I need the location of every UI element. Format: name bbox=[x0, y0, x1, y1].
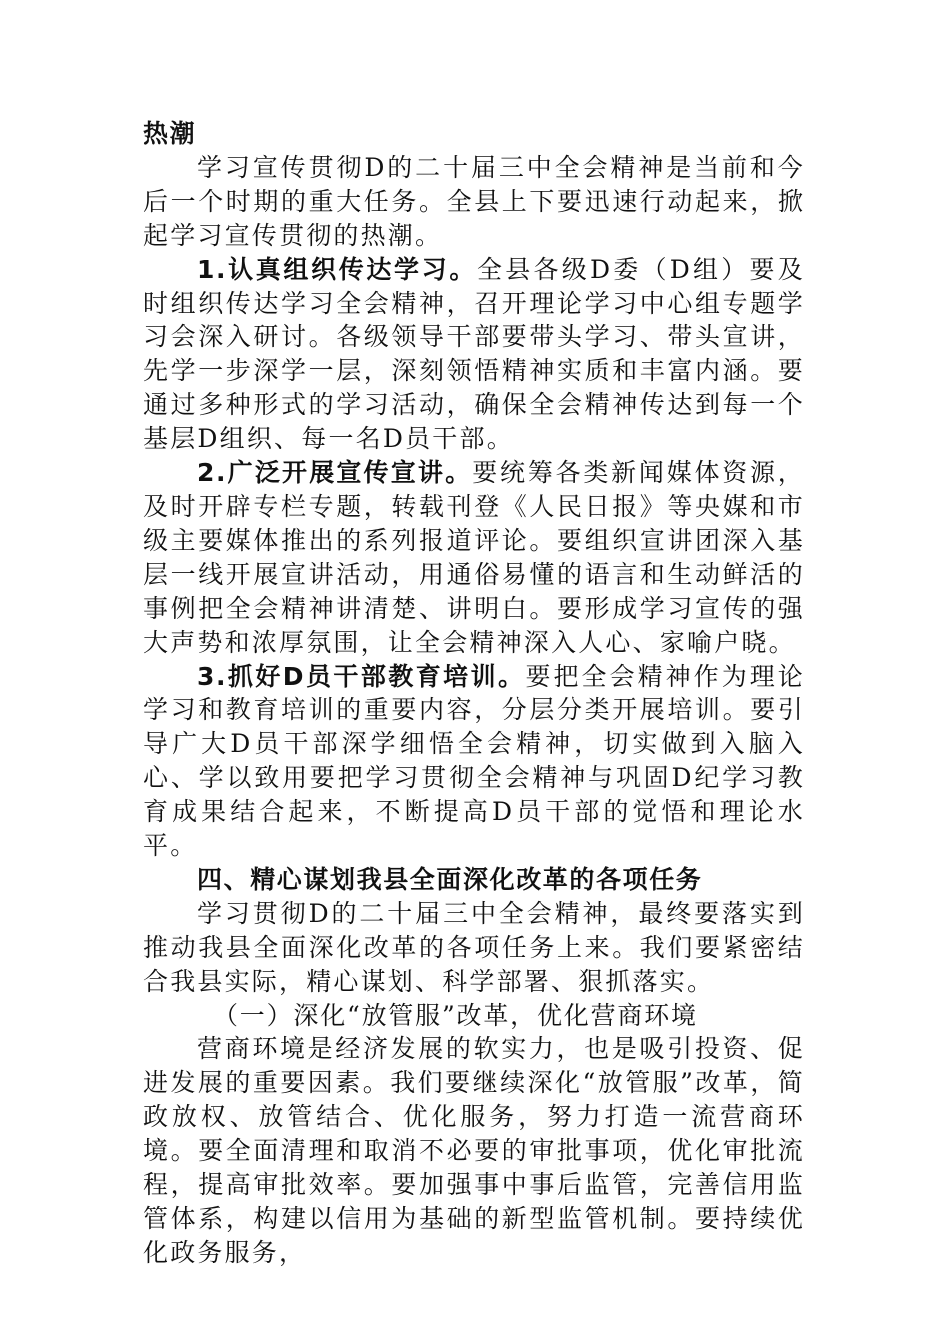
item2-lead: 2.广泛开展宣传宣讲。 bbox=[197, 458, 473, 488]
item1-body: 全县各级D委（D组）要及时组织传达学习全会精神，召开理论学习中心组专题学习会深入研讨。各级领导干部要带头学习、带头宣讲，先学一步深学一层，深刻领悟精神实质和丰富内涵。要通过多种形式的学习活动，确保全会精神传达到每一个基层D组织、每一名D员干部。 bbox=[143, 254, 805, 454]
item2-paragraph bbox=[143, 456, 805, 659]
item2-body: 要统筹各类新闻媒体资源，及时开辟专栏专题，转载刊登《人民日报》等央媒和市级主要媒体推出的系列报道评论。要组织宣讲团深入基层一线开展宣讲活动，用通俗易懂的语言和生动鲜活的事例把全会精神讲清楚、讲明白。要形成学习宣传的强大声势和浓厚氛围，让全会精神深入人心、家喻户晓。 bbox=[143, 458, 806, 657]
subsection1-heading: （一）深化“放管服”改革，优化营商环境 bbox=[213, 1000, 698, 1030]
subsection1-paragraph: 营商环境是经济发展的软实力，也是吸引投资、促进发展的重要因素。我们要继续深化“放管服”改革，简政放权、放管结合、优化服务，努力打造一流营商环境。要全面清理和取消不必要的审批事项，优化审批流程，提高审批效率。要加强事中事后监管，完善信用监管体系，构建以信用为基础的新型监管机制。要持续优化政务服务， bbox=[143, 1034, 805, 1267]
section4-intro-paragraph: 学习贯彻D的二十届三中全会精神，最终要落实到推动我县全面深化改革的各项任务上来。我们要紧密结合我县实际，精心谋划、科学部署、狠抓落实。 bbox=[143, 898, 805, 996]
section4-heading: 四、精心谋划我县全面深化改革的各项任务 bbox=[197, 864, 703, 894]
item1-paragraph bbox=[143, 253, 805, 456]
item1-lead: 1.认真组织传达学习。 bbox=[197, 254, 477, 284]
continued-heading-tail: 热潮 bbox=[143, 119, 197, 148]
item3-paragraph bbox=[143, 660, 805, 863]
item3-lead: 3.抓好D员干部教育培训。 bbox=[197, 661, 526, 691]
section3-intro-paragraph: 学习宣传贯彻D的二十届三中全会精神是当前和今后一个时期的重大任务。全县上下要迅速行动起来，掀起学习宣传贯彻的热潮。 bbox=[143, 152, 805, 250]
item3-body: 要把全会精神作为理论学习和教育培训的重要内容，分层分类开展培训。要引导广大D员干部深学细悟全会精神，切实做到入脑入心、学以致用要把学习贯彻全会精神与巩固D纪学习教育成果结合起来，不断提高D员干部的觉悟和理论水平。 bbox=[143, 661, 805, 861]
document-body bbox=[143, 117, 805, 1270]
